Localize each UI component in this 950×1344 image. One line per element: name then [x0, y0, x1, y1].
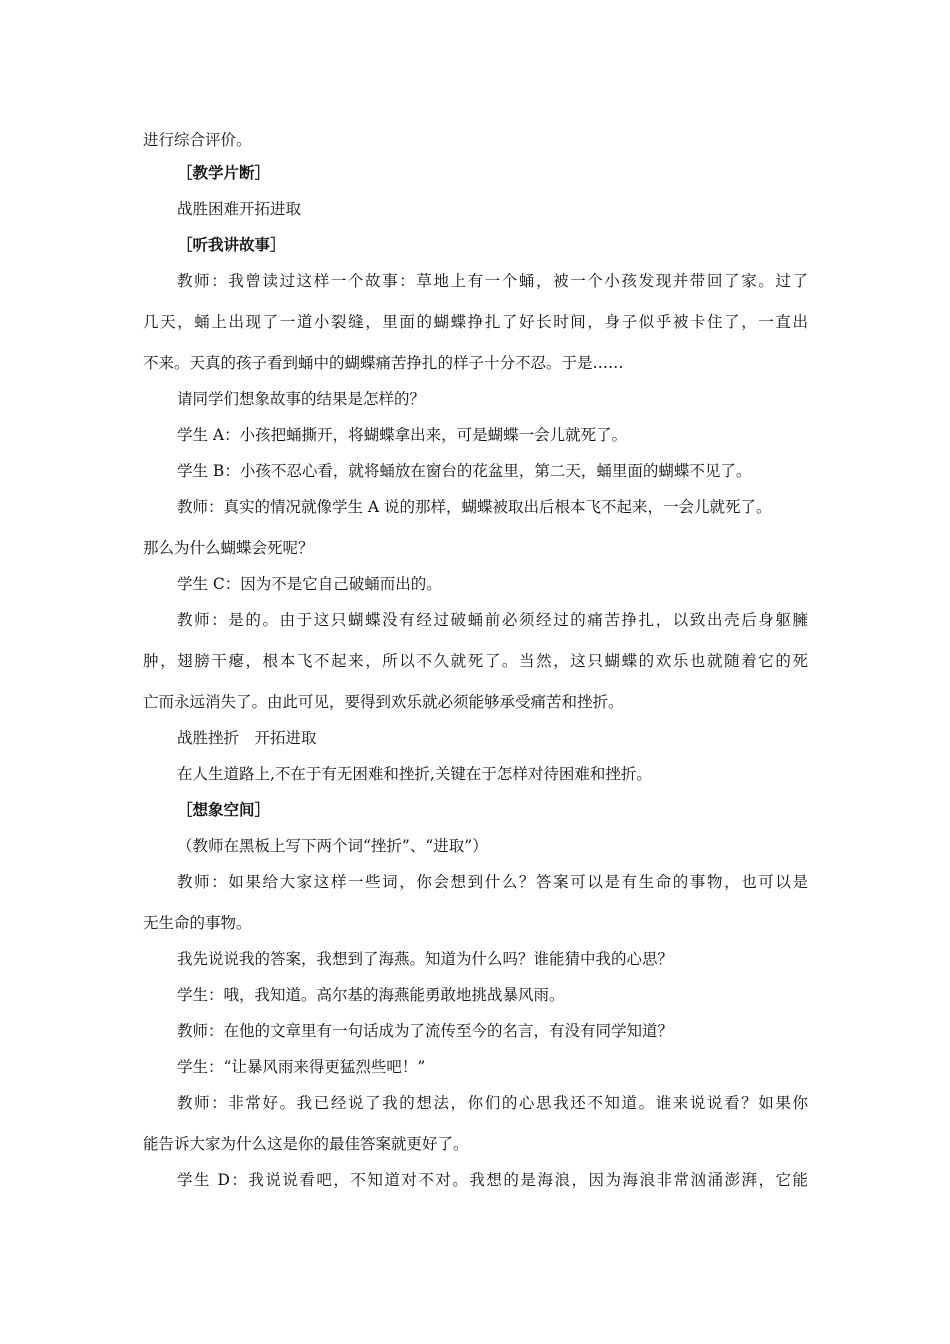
paragraph-line: 学生：“让暴风雨来得更猛烈些吧！” [177, 1058, 426, 1076]
paragraph-line: （教师在黑板上写下两个词“挫折”、“进取”） [177, 837, 488, 855]
paragraph-line: 在人生道路上,不在于有无困难和挫折,关键在于怎样对待困难和挫折。 [177, 765, 652, 783]
paragraph-line: 学生 C：因为不是它自己破蛹而出的。 [177, 575, 442, 593]
paragraph-line: 无生命的事物。 [143, 914, 252, 932]
paragraph-line: 教师：真实的情况就像学生 A 说的那样，蝴蝶被取出后根本飞不起来，一会儿就死了。 [177, 498, 772, 516]
paragraph-line: 教师：非常好。我已经说了我的想法，你们的心思我还不知道。谁来说说看？如果你 [177, 1094, 808, 1112]
paragraph-line: 教师：我曾读过这样一个故事：草地上有一个蛹，被一个小孩发现并带回了家。过了 [177, 272, 808, 290]
paragraph-line: 那么为什么蝴蝶会死呢？ [143, 539, 314, 557]
paragraph-line: 学生：哦，我知道。高尔基的海燕能勇敢地挑战暴风雨。 [177, 986, 565, 1004]
paragraph-line: 进行综合评价。 [143, 131, 252, 149]
paragraph-line: 教师：是的。由于这只蝴蝶没有经过破蛹前必须经过的痛苦挣扎，以致出壳后身躯臃 [177, 611, 808, 629]
section-heading-imagination: ［想象空间］ [177, 800, 271, 819]
lesson-title: 战胜困难开拓进取 [177, 200, 302, 218]
paragraph-line: 不来。天真的孩子看到蛹中的蝴蝶痛苦挣扎的样子十分不忍。于是…… [143, 354, 624, 372]
paragraph-line: 几天，蛹上出现了一道小裂缝，里面的蝴蝶挣扎了好长时间，身子似乎被卡住了，一直出 [143, 313, 808, 331]
subtitle-line: 战胜挫折 开拓进取 [177, 729, 317, 747]
paragraph-line: 肿，翅膀干瘪，根本飞不起来，所以不久就死了。当然，这只蝴蝶的欢乐也就随着它的死 [143, 652, 808, 670]
paragraph-line: 教师：在他的文章里有一句话成为了流传至今的名言，有没有同学知道？ [177, 1022, 674, 1040]
section-heading-teaching-excerpt: ［教学片断］ [177, 163, 271, 182]
paragraph-line: 学生 A：小孩把蛹撕开，将蝴蝶拿出来，可是蝴蝶一会儿就死了。 [177, 426, 628, 444]
paragraph-line: 请同学们想象故事的结果是怎样的？ [177, 390, 426, 408]
paragraph-line: 能告诉大家为什么这是你的最佳答案就更好了。 [143, 1135, 469, 1153]
paragraph-line: 亡而永远消失了。由此可见，要得到欢乐就必须能够承受痛苦和挫折。 [143, 693, 624, 711]
paragraph-line: 教师：如果给大家这样一些词，你会想到什么？答案可以是有生命的事物，也可以是 [177, 873, 808, 891]
paragraph-line: 学生 B：小孩不忍心看，就将蛹放在窗台的花盆里，第二天，蛹里面的蝴蝶不见了。 [177, 462, 752, 480]
paragraph-line: 我先说说我的答案，我想到了海燕。知道为什么吗？谁能猜中我的心思？ [177, 950, 674, 968]
section-heading-story: ［听我讲故事］ [177, 235, 286, 254]
paragraph-line: 学生 D：我说说看吧，不知道对不对。我想的是海浪，因为海浪非常汹涌澎湃，它能 [177, 1171, 808, 1189]
